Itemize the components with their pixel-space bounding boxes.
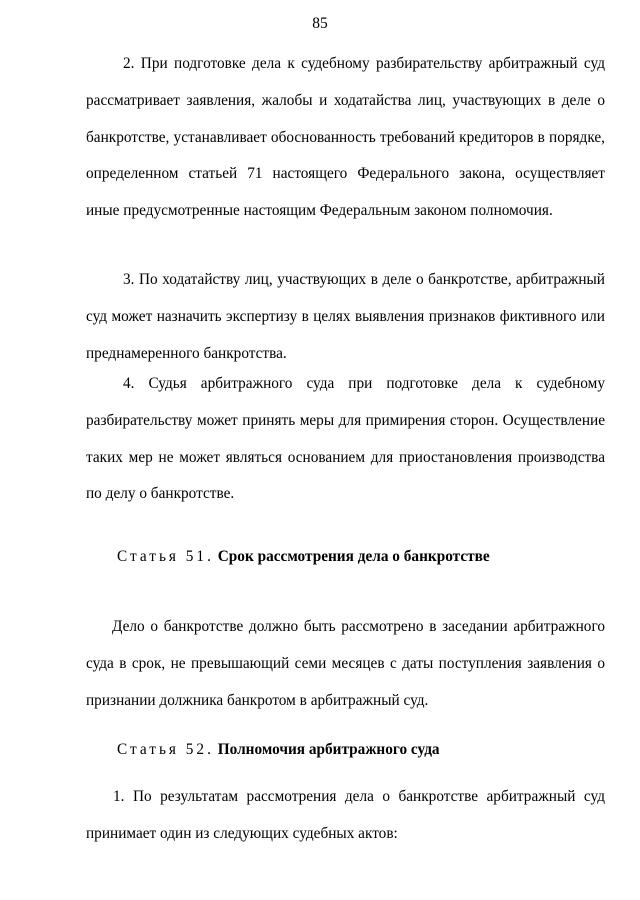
article-51-title: Срок рассмотрения дела о банкротстве [217,548,490,565]
paragraph-3: 3. По ходатайству лиц, участвующих в деле о банкротстве, арбитражный суд может назначить экспертизу в целях выявления признаков фиктивного или преднамеренного банкротства. [86,271,605,362]
article-52-text: 1. По результатам рассмотрения дела о банкротстве арбитражный суд принимает один из следующих судебных актов: [86,788,605,842]
article-52-label: Статья 52. [117,741,214,758]
article-51-text: Дело о банкротстве должно быть рассмотрено в заседании арбитражного суда в срок, не превышающий семи месяцев с даты поступления заявления о признании должника банкротом в арбитражный суд. [86,618,605,709]
article-51-label: Статья 51. [117,548,214,565]
article-51-heading [117,546,617,568]
article-52-title: Полномочия арбитражного суда [217,741,440,758]
article-52-heading [117,739,617,761]
page-number: 85 [312,15,328,32]
paragraph-2: 2. При подготовке дела к судебному разбирательству арбитражный суд рассматривает заявления, жалобы и ходатайства лиц, участвующих в деле о банкротстве, устанавливает обоснованность требований кредиторов в порядке, определенном статьей 71 настоящего Федерального закона, осуществляет иные предусмотренные настоящим Федеральным законом полномочия. [86,55,605,220]
paragraph-4: 4. Судья арбитражного суда при подготовке дела к судебному разбирательству может принять меры для примирения сторон. Осуществление таких мер не может являться основанием для приостановления производства по делу о банкротстве. [86,375,605,503]
